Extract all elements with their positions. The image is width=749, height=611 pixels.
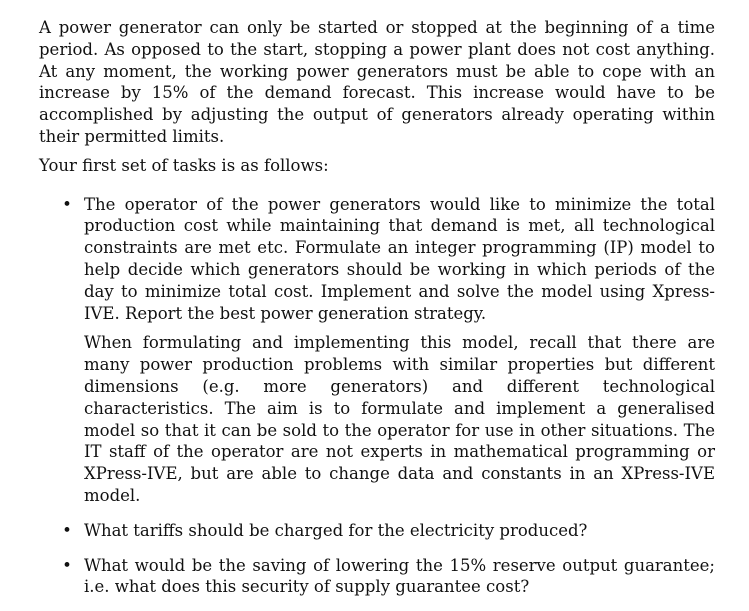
bullet-icon: • — [62, 555, 72, 575]
task-text: What would be the saving of lowering the 15% reserve output guarantee; i.e. what does this security of supply guarantee cost? — [84, 555, 715, 597]
bullet-icon: • — [62, 194, 72, 214]
task-note: When formulating and implementing this model, recall that there are many power production problems with similar properties but different dimensions (e.g. more generators) and different technological characteristics. The aim is to formulate and implement a generalised model so that it can be sold to the operator for use in other situations. The IT staff of the operator are not experts in mathematical programming or XPress-IVE, but are able to change data and constants in an XPress-IVE model. — [84, 333, 715, 505]
task-item — [39, 194, 715, 507]
task-list — [39, 194, 715, 599]
intro-paragraph: A power generator can only be started or stopped at the beginning of a time period. As opposed to the start, stopping a power plant does not cost anything. At any moment, the working power generators must be able to cope with an increase by 15% of the demand forecast. This increase would have to be accomplished by adjusting the output of generators already operating within their permitted limits. — [39, 18, 715, 146]
task-item — [39, 520, 715, 542]
tasks-intro: Your first set of tasks is as follows: — [39, 155, 329, 175]
document-page — [39, 17, 715, 611]
bullet-icon: • — [62, 520, 72, 540]
task-text: The operator of the power generators would like to minimize the total production cost while maintaining that demand is met, all technological constraints are met etc. Formulate an integer programming (IP) model to help decide which generators should be working in which periods of the day to minimize total cost. Implement and solve the model using Xpress-IVE. Report the best power generation strategy. — [84, 194, 715, 323]
task-item — [39, 555, 715, 599]
task-text: What tariffs should be charged for the electricity produced? — [84, 520, 588, 540]
